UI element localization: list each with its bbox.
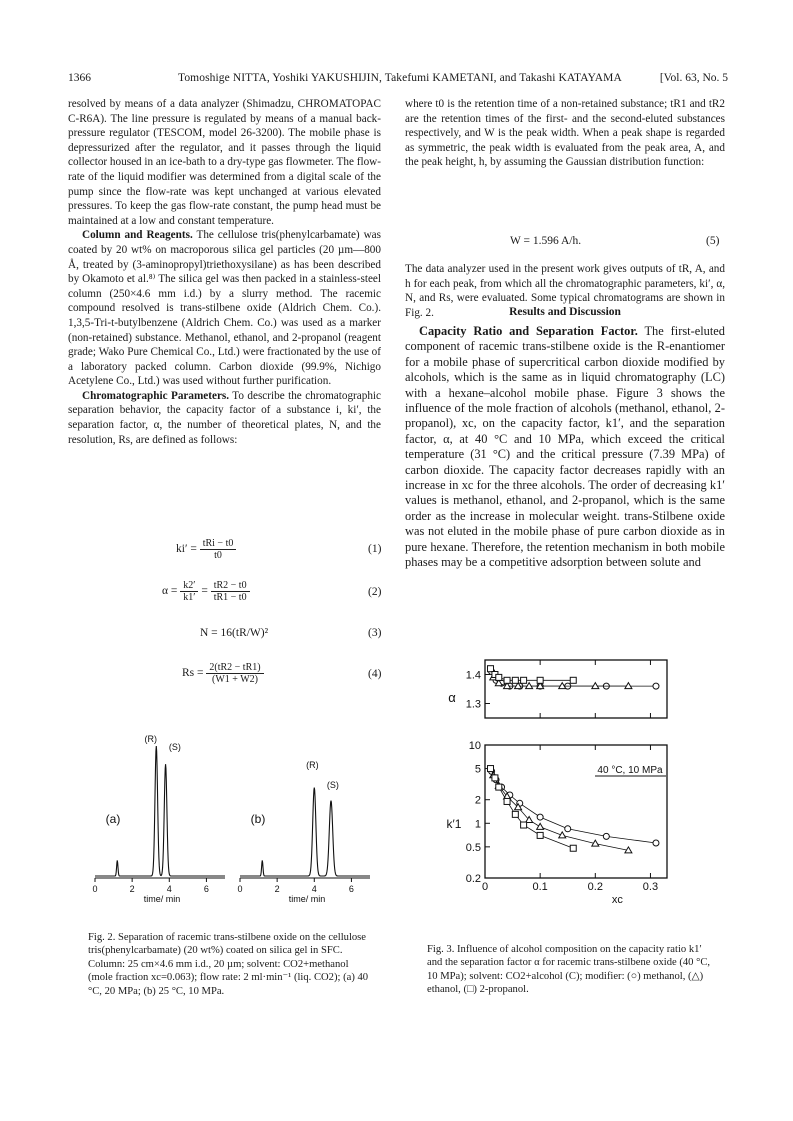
x-axis-label: xc: [611, 894, 623, 906]
k-tick-label: 2: [474, 794, 481, 807]
2-propanol-point: [496, 784, 502, 790]
methanol-point: [603, 833, 609, 839]
2-propanol-point: [488, 766, 494, 772]
paragraph-capacity-ratio: [405, 324, 725, 571]
eq4-lhs: Rs =: [182, 667, 204, 680]
eq4-denominator: (W1 + W2): [211, 674, 258, 685]
paragraph-chromatographic-parameters: [68, 389, 381, 447]
panel-label: (b): [250, 812, 266, 826]
equation-1: [176, 538, 236, 561]
2-propanol-point: [512, 811, 518, 817]
equation-2: α = $\frac{k2'}{k1'}$ = $\frac{tR2 - t0}{tR1 - t0}$: [162, 580, 250, 603]
fig3-plot: [440, 650, 690, 920]
eq1-number: (1): [368, 543, 382, 555]
2-propanol-point: [537, 832, 543, 838]
2-propanol-point: [496, 674, 502, 680]
alpha-axis-label: α: [448, 690, 456, 705]
k-tick-label: 0.5: [465, 841, 481, 854]
eq2-numerator-1: k2′: [180, 580, 198, 592]
time-tick-label: 6: [203, 884, 209, 894]
paragraph-data-analyzer-text: The data analyzer used in the present work gives outputs of tR, A, and h for each peak, from which all the chromatographic parameters, ki′, α, N, and Rs, were evaluated. Some typical chromatograms are shown in Fig. 2.: [405, 263, 725, 319]
eq2-denominator-1: k1′: [183, 592, 196, 603]
fig3-caption: Fig. 3. Influence of alcohol composition on the capacity ratio k1′ and the separation factor α for racemic trans-stilbene oxide (40 °C, 10 MPa); solvent: CO2+alcohol (C); modifier: (○) methanol, (△) ethanol, (□) 2-propanol.: [427, 944, 711, 996]
time-axis-label: time/ min: [143, 894, 181, 904]
paragraph-capacity-ratio-text: The first-eluted component of racemic trans-stilbene oxide is the R-enantiomer for a mobile phase of supercritical carbon dioxide modified by alcohols, which is the same as in liquid chromatography (LC) with a hexane–alcohol mobile phase. Figure 3 shows the influence of the mole fraction of alcohols (methanol, ethanol, 2-propanol), xc, on the capacity factor, k1′, and the separation factor, α, at 40 °C and 10 MPa, which exceed the critical temperature (31 °C) and the critical pressure (7.39 MPa) of carbon dioxide. The capacity factor decreases rapidly with an increase in xc for the three alcohols. The order of decreasing k1′ values is methanol, ethanol, and 2-propanol, which is the same order as the increase in molecular weight. trans-Stilbene oxide was not eluted in the mobile phase of pure carbon dioxide as in pure hexane. Therefore, the retention mechanism in both mobile phases may be a competitive adsorption between solute and: [405, 324, 725, 570]
peak-label-S: (S): [168, 742, 181, 752]
peak-label-R: (R): [144, 734, 157, 744]
x-tick-label: 0.1: [532, 881, 548, 893]
eq2-lhs: α =: [162, 585, 178, 598]
equation-5: W = 1.596 A/h.: [510, 235, 582, 247]
eq1-lhs: ki′ =: [176, 543, 197, 556]
methanol-point: [537, 814, 543, 820]
paragraph-column-reagents-text: The cellulose tris(phenylcarbamate) was coated by 20 wt% on macroporous silica gel particles (20 µm—800 Å, treated by (3-aminopropyl)triethoxysilane) as has been described by Okamoto et al.⁸⁾ The silica gel was then packed in a stainless-steel column (250×4.6 mm i.d.) by a slurry method. The racemic compound resolved is trans-stilbene oxide (Aldrich Chem. Co.). 1,3,5-Tri-t-butylbenzene (Aldrich Chem. Co.) was used as a marker (non-retained) substance. Methanol, ethanol, and 2-propanol (reagent grade; Wako Pure Chemical Co., Ltd.) were fractionated by the use of a laboratory packed column. Carbon dioxide (99.9%, Nichigo Acetylene Co., Ltd.) was used without further purification.: [68, 229, 381, 388]
equation-3: N = 16(tR/W)²: [200, 627, 269, 639]
peak-label-R: (R): [306, 760, 319, 770]
2-propanol-point: [512, 677, 518, 683]
alpha-curve: [491, 669, 574, 681]
eq3-number: (3): [368, 627, 382, 639]
time-tick-label: 2: [129, 884, 135, 894]
2-propanol-point: [521, 677, 527, 683]
fig2-panel-a: [92, 734, 225, 904]
page-number: 1366: [68, 72, 91, 84]
fig2-panel-b: [237, 760, 370, 904]
methanol-point: [565, 826, 571, 832]
panel-label: (a): [105, 812, 121, 826]
2-propanol-point: [521, 822, 527, 828]
paragraph-retention-definitions: where t0 is the retention time of a non-retained substance; tR1 and tR2 are the retention times of the first- and the second-eluted substances respectively, and W is the peak width. When a peak shape is regarded as symmetric, the peak width is evaluated from the peak area, A, and the peak height, h, by assuming the Gaussian distribution function:: [405, 98, 725, 169]
2-propanol-point: [537, 677, 543, 683]
k-tick-label: 1: [474, 818, 481, 831]
chromatogram-trace: [240, 788, 370, 876]
ethanol-point: [537, 823, 544, 829]
heading-capacity-ratio: Capacity Ratio and Separation Factor.: [419, 324, 638, 338]
eq5-number: (5): [706, 235, 720, 247]
k-tick-label: 0.2: [465, 873, 481, 885]
time-tick-label: 2: [274, 884, 280, 894]
running-header: [68, 72, 728, 88]
fig3-axes: [447, 660, 667, 906]
left-column: [68, 97, 381, 447]
x-tick-label: 0.3: [642, 881, 659, 893]
header-volume: [Vol. 63, No. 5: [659, 72, 728, 84]
eq1-numerator: tRi − t0: [200, 538, 237, 550]
time-tick-label: 4: [166, 884, 172, 894]
k-tick-label: 5: [474, 763, 481, 776]
time-axis-label: time/ min: [288, 894, 326, 904]
alpha-tick-label: 1.4: [465, 669, 481, 682]
alpha-panel-frame: [485, 660, 667, 718]
time-tick-label: 0: [237, 884, 243, 894]
time-tick-label: 6: [348, 884, 354, 894]
eq4-number: (4): [368, 668, 382, 680]
fig2-caption: Fig. 2. Separation of racemic trans-stilbene oxide on the cellulose tris(phenylcarbamate) (20 wt%) coated on silica gel in SFC. Column: 25 cm×4.6 mm i.d., 20 µm; solvent: CO2+methanol (mole fraction xc=0.063); flow rate: 2 ml·min⁻¹ (liq. CO2); (a) 40 °C, 20 MPa; (b) 25 °C, 10 MPa.: [88, 932, 369, 997]
2-propanol-point: [504, 677, 510, 683]
eq2-numerator-2: tR2 − t0: [211, 580, 250, 592]
time-tick-label: 4: [311, 884, 317, 894]
eq4-numerator: 2(tR2 − tR1): [206, 662, 263, 674]
heading-chromatographic-parameters: Chromatographic Parameters.: [82, 389, 230, 402]
2-propanol-point: [570, 845, 576, 851]
2-propanol-point: [488, 666, 494, 672]
condition-label: 40 °C, 10 MPa: [597, 765, 663, 776]
time-tick-label: 0: [92, 884, 98, 894]
2-propanol-point: [504, 798, 510, 804]
header-authors: Tomoshige NITTA, Yoshiki YAKUSHIJIN, Takefumi KAMETANI, and Takashi KATAYAMA: [178, 72, 622, 84]
equation-4: [182, 662, 264, 685]
eq1-denominator: t0: [214, 550, 222, 561]
k-axis-label: k′1: [446, 817, 462, 831]
ethanol-point: [625, 683, 632, 689]
2-propanol-point: [570, 677, 576, 683]
peak-label-S: (S): [326, 780, 339, 790]
methanol-point: [653, 683, 659, 689]
paragraph-column-reagents: [68, 228, 381, 389]
ethanol-point: [592, 683, 599, 689]
x-tick-label: 0.2: [587, 881, 603, 893]
section-title: Results and Discussion: [509, 306, 621, 318]
eq2-number: (2): [368, 586, 382, 598]
paragraph-chromatographic-parameters-text: To describe the chromatographic separation behavior, the capacity factor of a substance i, ki′, the separation factor, α, the number of theoretical plates, N, and the resolution, Rs, are defined as follows:: [68, 389, 381, 446]
ethanol-point: [559, 832, 566, 838]
eq2-denominator-2: tR1 − t0: [213, 592, 247, 603]
2-propanol-point: [492, 775, 498, 781]
chromatogram-trace: [95, 746, 225, 876]
x-tick-label: 0: [481, 881, 489, 893]
k-tick-label: 10: [468, 740, 481, 752]
paragraph-apparatus: resolved by means of a data analyzer (Shimadzu, CHROMATOPAC C-R6A). The line pressure is regulated by means of a manual back-pressure regulator (TESCOM, model 26-3200). The mobile phase is depressurized after the regulator, and it passes through the liquid collector housed in an ice-bath to a dry-type gas flowmeter. The flow-rate of the liquid modifier was determined from a digital scale of the pump since the flow-rate was kept unchanged at various elevated pressures. To keep the gas flow-rate constant, the pump head must be maintained at a low and constant temperature.: [68, 98, 381, 227]
right-column-top: [405, 97, 725, 170]
heading-column-reagents: Column and Reagents.: [82, 229, 193, 242]
alpha-tick-label: 1.3: [465, 698, 481, 711]
methanol-point: [653, 840, 659, 846]
fig2-chromatograms: [80, 728, 380, 904]
